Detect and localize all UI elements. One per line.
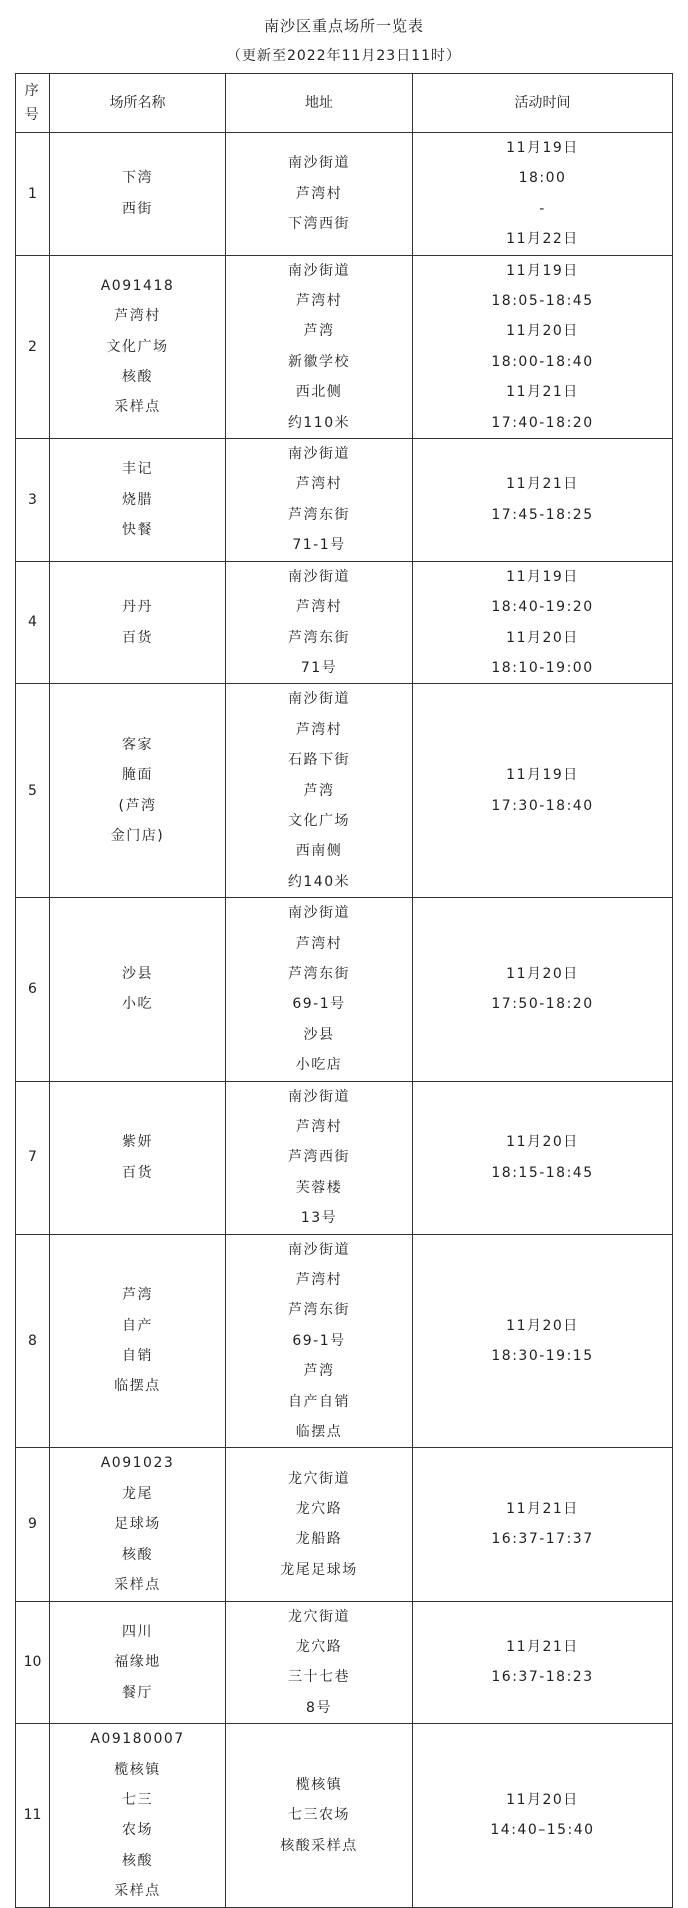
cell-name-line: 小吃: [122, 996, 153, 1013]
cell-time-line: 11月20日: [506, 1317, 579, 1334]
cell-time-line: 18:30-19:15: [491, 1348, 594, 1365]
document-subtitle: （更新至2022年11月23日11时）: [226, 48, 462, 64]
cell-address-line: 南沙街道: [288, 1241, 350, 1258]
cell-name-line: 核酸: [122, 369, 153, 386]
cell-name-line: 采样点: [114, 1577, 161, 1594]
cell-address-line: 约110米: [287, 414, 351, 431]
cell-name-line: A091418: [100, 277, 175, 294]
cell-name-line: 紫妍: [122, 1134, 153, 1151]
cell-name-line: (芦湾: [118, 797, 157, 814]
cell-address-line: 南沙街道: [288, 568, 350, 585]
cell-address: [226, 1234, 413, 1448]
cell-name-line: 餐厅: [122, 1684, 153, 1701]
cell-seq: 4: [16, 561, 50, 684]
table-row: [16, 1448, 673, 1601]
cell-name-line: 烧腊: [122, 491, 153, 508]
cell-address-line: 13号: [300, 1210, 338, 1227]
cell-address-line: 七三农场: [288, 1807, 350, 1824]
cell-seq: 2: [16, 255, 50, 438]
cell-name-line: 自销: [122, 1348, 153, 1365]
cell-name-line: 百货: [122, 1164, 153, 1181]
cell-time: [413, 898, 673, 1081]
cell-address: [226, 133, 413, 256]
cell-address: [226, 439, 413, 562]
cell-address-line: 三十七巷: [288, 1669, 350, 1686]
cell-address: [226, 255, 413, 438]
cell-time-line: 18:10-19:00: [491, 659, 594, 676]
cell-name-line: 足球场: [114, 1516, 161, 1533]
header-name: 场所名称: [50, 74, 226, 133]
cell-name-line: 核酸: [122, 1546, 153, 1563]
cell-name-line: 芦湾: [122, 1287, 153, 1304]
cell-address: [226, 1448, 413, 1601]
table-row: [16, 561, 673, 684]
cell-name: [50, 133, 226, 256]
cell-time: [413, 1234, 673, 1448]
cell-time-line: 11月20日: [506, 1134, 579, 1151]
cell-name-line: 文化广场: [106, 338, 169, 355]
header-time: 活动时间: [413, 74, 673, 133]
cell-name: [50, 1234, 226, 1448]
cell-time-line: 18:00-18:40: [491, 353, 594, 370]
cell-name-line: 榄核镇: [114, 1761, 161, 1778]
cell-time-line: 11月20日: [506, 629, 579, 646]
cell-name-line: 丰记: [122, 461, 153, 478]
cell-time: [413, 255, 673, 438]
cell-address-line: 自产自销: [288, 1393, 350, 1410]
cell-address-line: 芦湾村: [295, 1119, 343, 1135]
table-row: [16, 898, 673, 1081]
cell-address: [226, 1724, 413, 1907]
cell-address-line: 龙穴路: [295, 1501, 343, 1518]
cell-address-line: 下湾西街: [288, 216, 350, 233]
cell-time-line: 18:15-18:45: [491, 1164, 594, 1181]
cell-address-line: 约140米: [287, 873, 351, 890]
cell-time-line: 11月20日: [506, 323, 579, 340]
cell-name-line: 金门店): [110, 828, 165, 845]
cell-time-line: 11月19日: [506, 262, 579, 279]
cell-address-line: 69-1号: [292, 1332, 346, 1349]
cell-address: [226, 561, 413, 684]
cell-seq: 11: [16, 1724, 50, 1907]
cell-time-line: 17:30-18:40: [491, 797, 594, 814]
table-row: [16, 1724, 673, 1907]
cell-name-line: 腌面: [122, 767, 153, 784]
cell-address-line: 小吃店: [295, 1057, 343, 1074]
cell-seq: 6: [16, 898, 50, 1081]
cell-address-line: 芦湾村: [295, 599, 343, 616]
cell-name: [50, 439, 226, 562]
cell-time-line: 11月21日: [506, 384, 579, 401]
cell-time-line: 11月22日: [506, 231, 579, 248]
cell-address-line: 芦湾村: [295, 1272, 343, 1289]
cell-address-line: 8号: [306, 1699, 332, 1716]
cell-time-line: 11月20日: [506, 1791, 579, 1808]
cell-time: [413, 684, 673, 898]
cell-name: [50, 1724, 226, 1907]
cell-seq: 3: [16, 439, 50, 562]
cell-time: [413, 1081, 673, 1234]
cell-address-line: 芦湾村: [295, 476, 343, 493]
cell-address-line: 71-1号: [292, 537, 346, 554]
cell-time-line: 18:00: [518, 170, 567, 187]
cell-time-line: 16:37-18:23: [491, 1669, 594, 1686]
cell-time-line: 16:37-17:37: [491, 1531, 594, 1548]
cell-name-line: 采样点: [114, 399, 161, 416]
cell-name: [50, 898, 226, 1081]
cell-address-line: 临摆点: [295, 1424, 343, 1441]
cell-seq: 10: [16, 1601, 50, 1724]
venue-table: [15, 73, 673, 1908]
cell-time: [413, 1601, 673, 1724]
cell-address-line: 龙穴路: [295, 1638, 343, 1655]
table-body: [16, 133, 673, 1908]
cell-address-line: 文化广场: [288, 812, 350, 829]
cell-address-line: 新徽学校: [288, 353, 350, 370]
header-block: [0, 0, 688, 64]
cell-name-line: 四川: [122, 1623, 153, 1640]
cell-name-line: 七三: [122, 1791, 153, 1808]
cell-address-line: 71号: [300, 659, 338, 676]
cell-seq: 9: [16, 1448, 50, 1601]
cell-name-line: 农场: [122, 1822, 153, 1839]
cell-address-line: 芦湾村: [295, 185, 343, 202]
cell-time-line: 18:05-18:45: [491, 293, 594, 310]
cell-name-line: 下湾: [122, 170, 153, 187]
cell-address-line: 芦湾东街: [288, 1302, 350, 1319]
cell-address-line: 芦湾村: [295, 293, 343, 310]
cell-time: [413, 561, 673, 684]
cell-name-line: 临摆点: [114, 1378, 161, 1395]
cell-name-line: 百货: [122, 629, 153, 646]
cell-address-line: 南沙街道: [288, 262, 350, 279]
cell-seq: 5: [16, 684, 50, 898]
table-row: [16, 1234, 673, 1448]
cell-name: [50, 1081, 226, 1234]
cell-time-line: 14:40–15:40: [490, 1822, 595, 1839]
cell-address-line: 石路下街: [288, 752, 350, 769]
header-seq-line1: 序: [24, 83, 41, 99]
cell-address-line: 南沙街道: [288, 1088, 350, 1105]
cell-address-line: 南沙街道: [288, 905, 350, 922]
cell-name-line: 采样点: [114, 1883, 161, 1900]
cell-address-line: 芦湾: [303, 323, 335, 340]
document-title: 南沙区重点场所一览表: [263, 17, 424, 35]
header-seq: [16, 74, 50, 133]
header-seq-line2: 号: [24, 107, 41, 123]
cell-address-line: 南沙街道: [288, 691, 350, 708]
cell-address-line: 西南侧: [295, 843, 343, 860]
cell-address-line: 龙穴街道: [288, 1608, 350, 1625]
cell-name: [50, 684, 226, 898]
cell-time-line: 11月19日: [506, 767, 579, 784]
table-row: [16, 133, 673, 256]
cell-time-line: 17:50-18:20: [491, 996, 594, 1013]
cell-name: [50, 1448, 226, 1601]
cell-address: [226, 1601, 413, 1724]
cell-address-line: 南沙街道: [288, 155, 350, 172]
cell-time-line: -: [539, 200, 546, 217]
cell-time-line: 11月21日: [506, 1501, 579, 1518]
table-row: [16, 1081, 673, 1234]
cell-time-line: 11月21日: [506, 1638, 579, 1655]
cell-time: [413, 1724, 673, 1907]
cell-address-line: 芙蓉楼: [295, 1179, 343, 1196]
cell-address: [226, 898, 413, 1081]
table-header-row: [16, 74, 673, 133]
cell-address-line: 芦湾村: [295, 935, 343, 952]
cell-seq: 1: [16, 133, 50, 256]
cell-time: [413, 1448, 673, 1601]
cell-name-line: 芦湾村: [114, 308, 161, 325]
cell-time-line: 18:40-19:20: [491, 599, 594, 616]
cell-address-line: 南沙街道: [288, 446, 350, 463]
table-row: [16, 255, 673, 438]
cell-address-line: 龙穴街道: [288, 1470, 350, 1487]
cell-time-line: 17:40-18:20: [491, 414, 594, 431]
cell-name-line: 自产: [122, 1317, 153, 1334]
cell-name-line: A091023: [100, 1455, 175, 1472]
cell-address-line: 龙船路: [295, 1531, 343, 1548]
table-row: [16, 439, 673, 562]
cell-name-line: 快餐: [122, 522, 153, 539]
cell-address-line: 芦湾: [303, 782, 335, 799]
cell-address-line: 榄核镇: [295, 1776, 343, 1793]
cell-time: [413, 133, 673, 256]
cell-name: [50, 1601, 226, 1724]
cell-time-line: 17:45-18:25: [491, 506, 594, 523]
cell-name-line: 福缘地: [114, 1654, 161, 1671]
cell-address-line: 西北侧: [295, 384, 343, 401]
cell-name: [50, 561, 226, 684]
cell-address-line: 芦湾: [303, 1363, 335, 1380]
cell-address-line: 芦湾村: [295, 721, 343, 738]
cell-seq: 7: [16, 1081, 50, 1234]
cell-address-line: 芦湾东街: [288, 629, 350, 646]
cell-time: [413, 439, 673, 562]
header-address: 地址: [226, 74, 413, 133]
table-row: [16, 1601, 673, 1724]
cell-name-line: 丹丹: [122, 599, 153, 616]
cell-time-line: 11月21日: [506, 476, 579, 493]
cell-name: [50, 255, 226, 438]
cell-name-line: 客家: [122, 736, 153, 753]
cell-name-line: 西街: [122, 200, 153, 217]
table-row: [16, 684, 673, 898]
cell-address-line: 核酸采样点: [280, 1837, 358, 1854]
cell-address-line: 龙尾足球场: [280, 1561, 358, 1578]
cell-address-line: 沙县: [303, 1026, 335, 1043]
cell-address-line: 芦湾东街: [288, 965, 350, 982]
cell-name-line: 核酸: [122, 1852, 153, 1869]
cell-address-line: 69-1号: [292, 996, 346, 1013]
cell-address-line: 芦湾东街: [288, 506, 350, 523]
cell-name-line: A09180007: [90, 1731, 185, 1748]
cell-seq: 8: [16, 1234, 50, 1448]
cell-time-line: 11月20日: [506, 965, 579, 982]
cell-time-line: 11月19日: [506, 140, 579, 156]
cell-name-line: 龙尾: [122, 1485, 153, 1502]
cell-address: [226, 1081, 413, 1234]
cell-address: [226, 684, 413, 898]
cell-name-line: 沙县: [122, 965, 153, 982]
cell-time-line: 11月19日: [506, 568, 579, 585]
cell-address-line: 芦湾西街: [288, 1149, 350, 1166]
